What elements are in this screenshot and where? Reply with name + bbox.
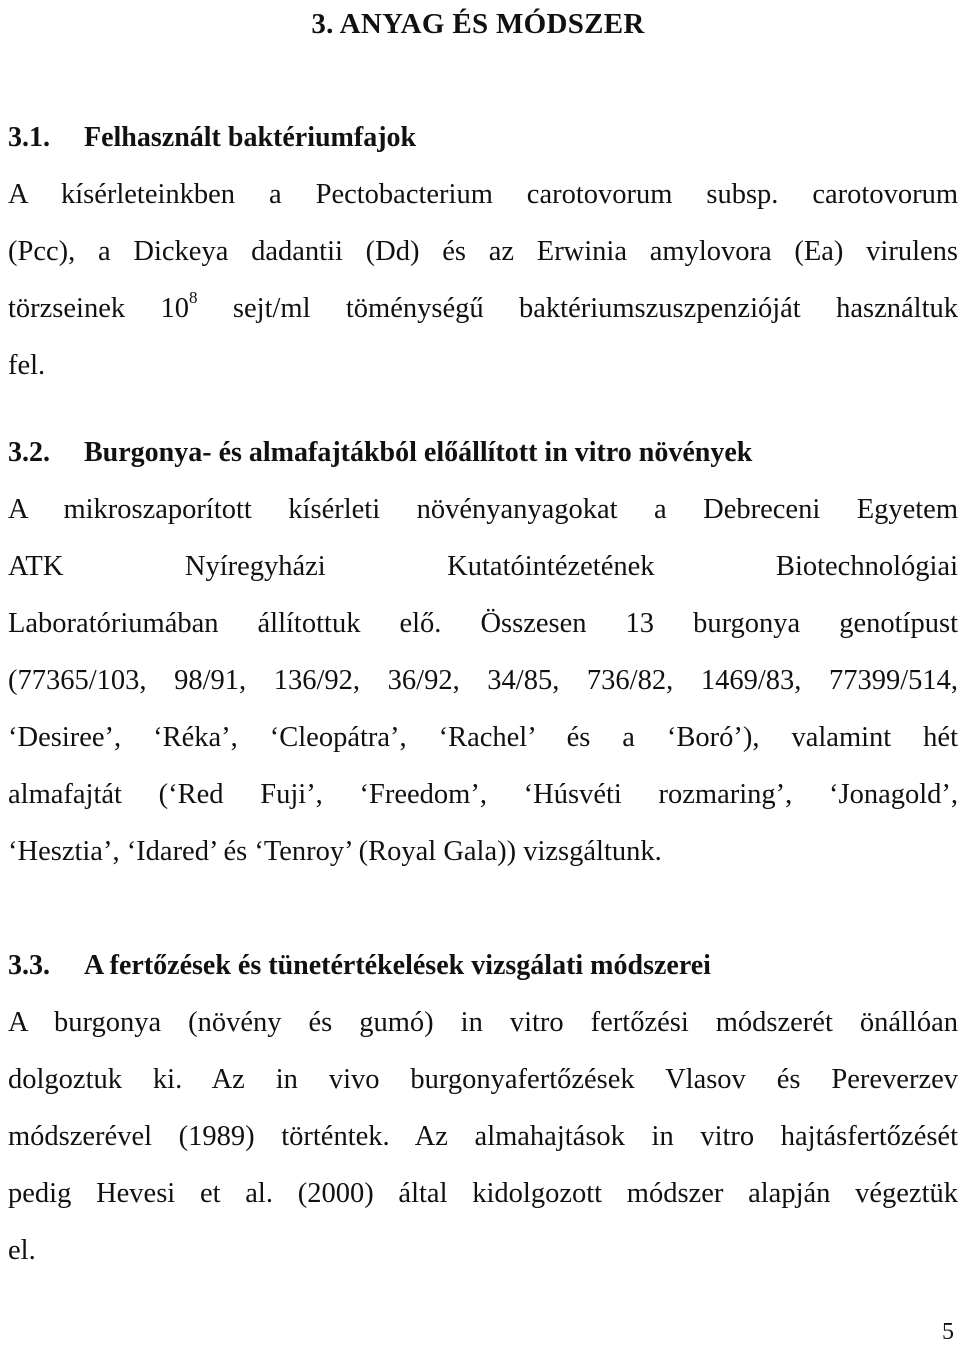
paragraph-line: A burgonya (növény és gumó) in vitro fertőzési módszerét önállóan [8, 1007, 958, 1038]
chapter-title: 3. ANYAG ÉS MÓDSZER [311, 8, 645, 40]
paragraph-line: fel. [8, 350, 46, 381]
section-title: A fertőzések és tünetértékelések vizsgálati módszerei [84, 950, 711, 981]
paragraph-line: (Pcc), a Dickeya dadantii (Dd) és az Erwinia amylovora (Ea) virulens [8, 236, 958, 267]
paragraph-line: dolgoztuk ki. Az in vivo burgonyafertőzések Vlasov és Pereverzev [8, 1064, 958, 1095]
paragraph-line: A mikroszaporított kísérleti növényanyagokat a Debreceni Egyetem [8, 494, 958, 525]
section-number: 3.3. [8, 950, 50, 981]
text-before-exponent: törzseinek 10 [8, 293, 190, 324]
paragraph-line: ATK Nyíregyházi Kutatóintézetének Biotechnológiai [8, 551, 958, 582]
section-number: 3.1. [8, 122, 50, 153]
section-title: Burgonya- és almafajtákból előállított in vitro növények [84, 437, 753, 468]
paragraph-line-with-exponent [8, 289, 958, 329]
section-heading-3-2 [8, 433, 752, 473]
paragraph-line: el. [8, 1235, 36, 1266]
paragraph-line: (77365/103, 98/91, 136/92, 36/92, 34/85, 736/82, 1469/83, 77399/514, [8, 665, 958, 696]
paragraph-line: almafajtát (‘Red Fuji’, ‘Freedom’, ‘Húsvéti rozmaring’, ‘Jonagold’, [8, 779, 958, 810]
page-number: 5 [942, 1319, 954, 1345]
exponent: 8 [189, 288, 198, 307]
paragraph-line: pedig Hevesi et al. (2000) által kidolgozott módszer alapján végeztük [8, 1178, 958, 1209]
section-title: Felhasznált baktériumfajok [84, 122, 417, 153]
paragraph-line: A kísérleteinkben a Pectobacterium carotovorum subsp. carotovorum [8, 179, 958, 210]
paragraph-line: módszerével (1989) történtek. Az almahajtások in vitro hajtásfertőzését [8, 1121, 958, 1152]
section-number: 3.2. [8, 437, 50, 468]
paragraph-line: ‘Hesztia’, ‘Idared’ és ‘Tenroy’ (Royal Gala)) vizsgáltunk. [8, 836, 662, 867]
section-heading-3-1 [8, 118, 416, 158]
paragraph-line: Laboratóriumában állítottuk elő. Összesen 13 burgonya genotípust [8, 608, 958, 639]
paragraph-line: ‘Desiree’, ‘Réka’, ‘Cleopátra’, ‘Rachel’ és a ‘Boró’), valamint hét [8, 722, 958, 753]
section-heading-3-3 [8, 946, 711, 986]
text-after-exponent: sejt/ml töménységű baktériumszuszpenzióját használtuk [197, 293, 958, 324]
